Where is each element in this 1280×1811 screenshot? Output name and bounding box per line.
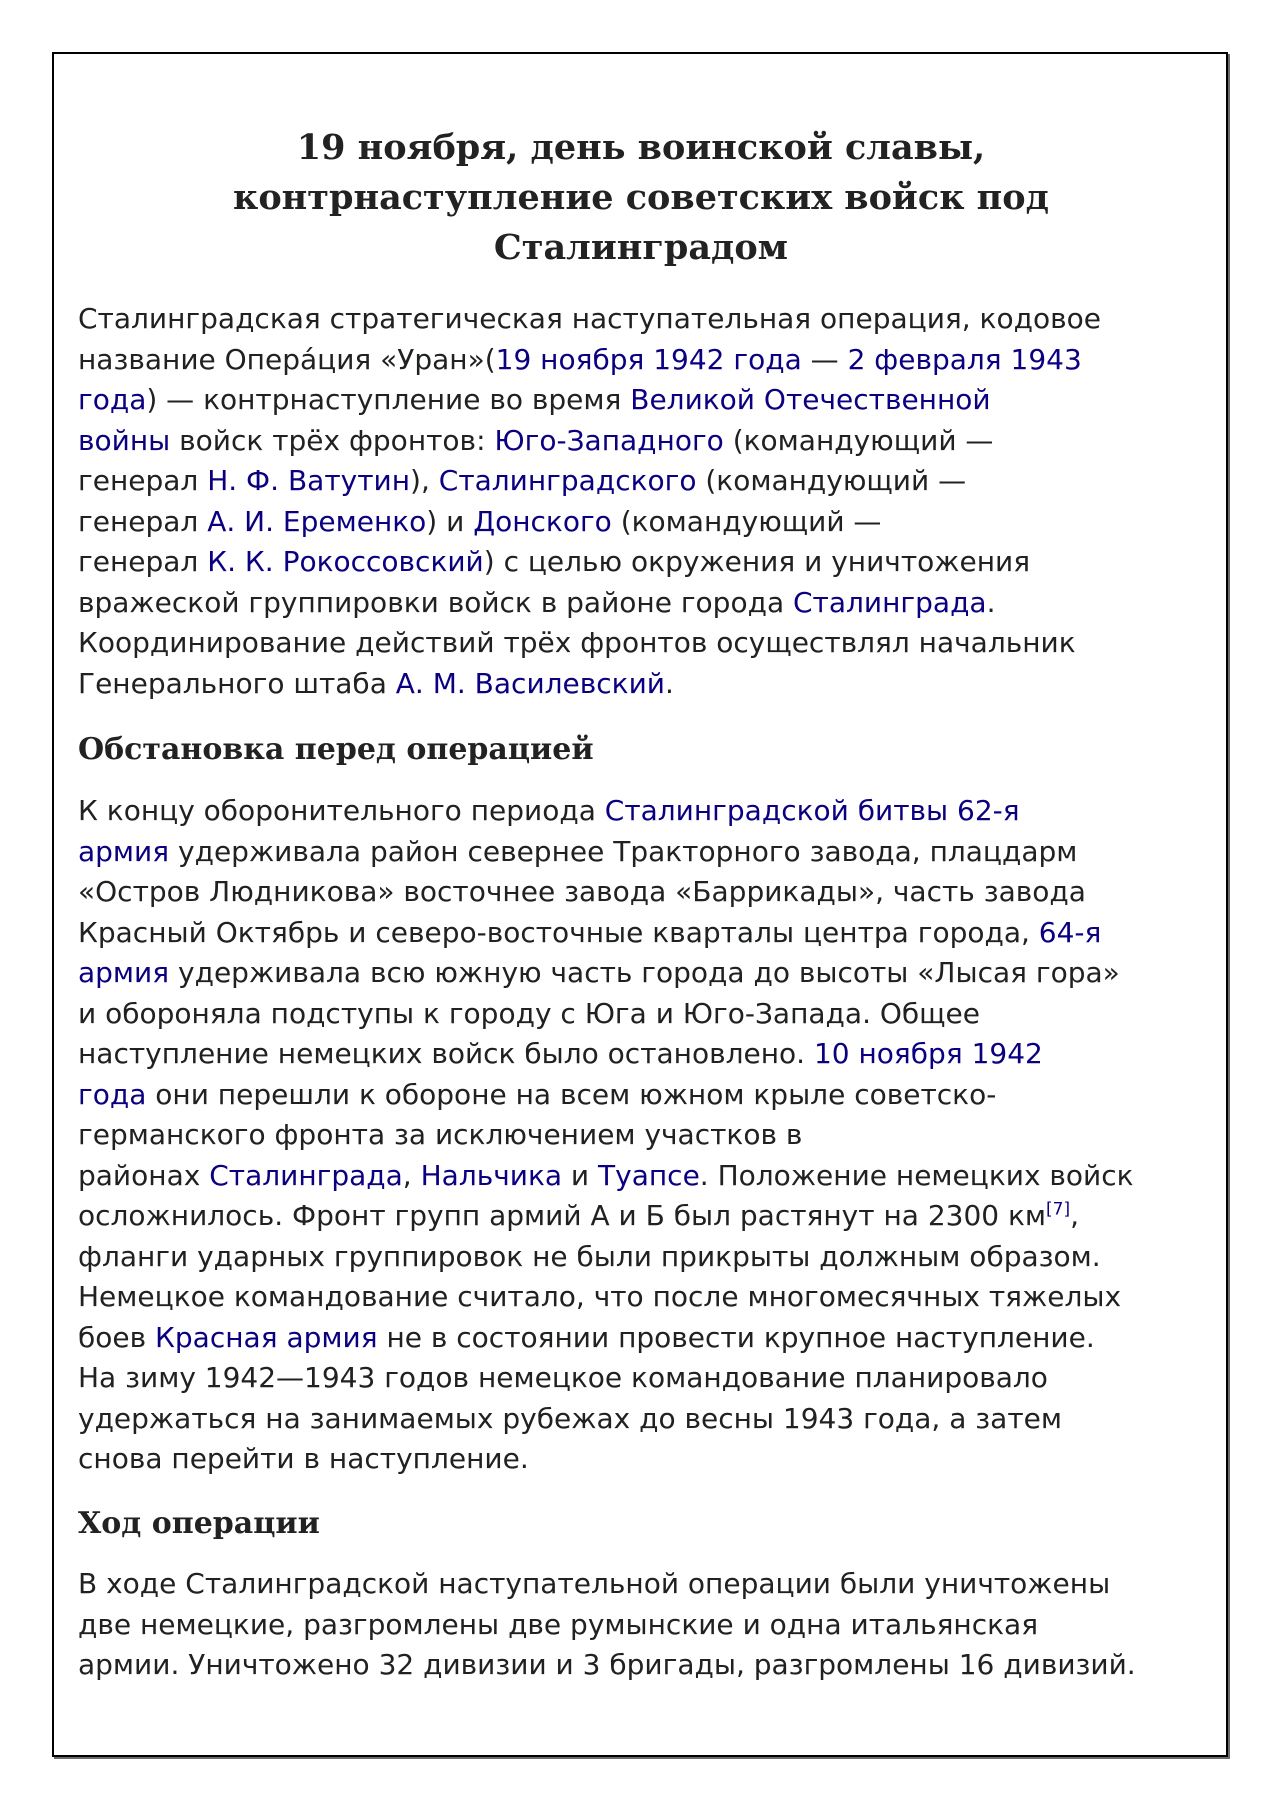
section-heading-course: Ход операции xyxy=(78,1506,320,1541)
intro-paragraph xyxy=(78,299,1228,704)
link-10-november-1942[interactable]: 10 ноября 1942 xyxy=(813,1037,1043,1070)
text: наступление немецких войск было остановлено. xyxy=(78,1037,814,1070)
link-10-november-1942-2[interactable]: года xyxy=(78,1077,147,1111)
text: и xyxy=(562,1158,599,1192)
text: и обороняла подступы к городу с Юга и Юго-Запада. Общее xyxy=(78,996,981,1030)
text: ), xyxy=(410,464,439,497)
link-great-patriotic-war[interactable]: Великой Отечественной xyxy=(630,383,991,416)
text: войск трёх фронтов: xyxy=(170,423,495,457)
link-vatutin[interactable]: Н. Ф. Ватутин xyxy=(207,464,411,497)
text: (командующий — xyxy=(611,504,882,538)
text: Немецкое командование считало, что после многомесячных тяжелых xyxy=(78,1280,1122,1313)
text: — xyxy=(801,342,848,376)
title-line-2: контрнаступление советских войск под xyxy=(233,177,1049,218)
text: (командующий — xyxy=(723,423,994,457)
link-red-army[interactable]: Красная армия xyxy=(155,1320,378,1354)
link-64-army[interactable]: 64-я xyxy=(1038,915,1102,949)
text: Координирование действий трёх фронтов осуществлял начальник xyxy=(78,626,1076,659)
course-paragraph xyxy=(78,1564,1228,1686)
link-vasilevsky[interactable]: А. М. Василевский xyxy=(395,666,665,700)
text: осложнилось. Фронт групп армий А и Б был растянут на 2300 км xyxy=(78,1199,1047,1232)
text: удерживала всю южную часть города до высоты «Лысая гора» xyxy=(169,956,1120,989)
link-tuapse[interactable]: Туапсе xyxy=(598,1158,700,1192)
link-date-start[interactable]: 19 ноября 1942 года xyxy=(495,342,802,376)
section-heading-situation: Обстановка перед операцией xyxy=(78,732,594,767)
link-62-army[interactable]: 62-я xyxy=(957,794,1020,827)
text: генерал xyxy=(78,545,208,578)
link-don-front[interactable]: Донского xyxy=(473,504,612,538)
text: районах xyxy=(78,1158,210,1192)
text: снова перейти в наступление. xyxy=(78,1442,529,1475)
text: (командующий — xyxy=(696,464,967,497)
text: армии. Уничтожено 32 дивизии и 3 бригады, разгромлены 16 дивизий. xyxy=(78,1648,1136,1681)
text: они перешли к обороне на всем южном крыле советско- xyxy=(146,1077,997,1111)
text: удерживала район севернее Тракторного завода, плацдарм xyxy=(169,834,1078,868)
link-great-patriotic-war-2[interactable]: войны xyxy=(78,423,171,457)
text: «Остров Людникова» восточнее завода «Баррикады», часть завода xyxy=(78,875,1086,908)
text: В ходе Сталинградской наступательной операции были уничтожены xyxy=(78,1567,1111,1600)
link-eremenko[interactable]: А. И. Еременко xyxy=(207,504,427,538)
text: ) — контрнаступление во время xyxy=(146,383,631,416)
situation-paragraph xyxy=(78,791,1228,1480)
text: . Положение немецких войск xyxy=(699,1158,1134,1192)
title-line-1: 19 ноября, день воинской славы, xyxy=(296,127,986,168)
text: германского фронта за исключением участков в xyxy=(78,1118,803,1151)
text: вражеской группировки войск в районе города xyxy=(78,585,793,619)
link-battle-of-stalingrad[interactable]: Сталинградской битвы xyxy=(604,794,949,827)
text: Генерального штаба xyxy=(78,666,396,700)
reference-7[interactable]: [7] xyxy=(1046,1199,1071,1220)
text: Красный Октябрь и северо-восточные кварталы центра города, xyxy=(78,915,1039,949)
link-nalchik[interactable]: Нальчика xyxy=(420,1158,563,1192)
text: , xyxy=(1070,1199,1080,1232)
text: На зиму 1942—1943 годов немецкое командование планировало xyxy=(78,1361,1048,1394)
text: боев xyxy=(78,1320,156,1354)
text: не в состоянии провести крупное наступление. xyxy=(377,1320,1095,1354)
text: . xyxy=(664,666,674,700)
title-line-3: Сталинградом xyxy=(493,227,789,268)
link-stalingrad-city[interactable]: Сталинграда xyxy=(209,1158,403,1192)
text: две немецкие, разгромлены две румынские и одна итальянская xyxy=(78,1607,1039,1641)
text: фланги ударных группировок не были прикрыты должным образом. xyxy=(78,1239,1101,1273)
link-date-end[interactable]: 2 февраля 1943 xyxy=(847,342,1082,376)
text: название Опера́ция «Уран»( xyxy=(78,342,496,376)
text: генерал xyxy=(78,464,208,497)
link-64-army-2[interactable]: армия xyxy=(78,956,170,989)
link-62-army-2[interactable]: армия xyxy=(78,834,170,868)
text xyxy=(948,794,957,827)
text: генерал xyxy=(78,504,208,538)
link-stalingrad-front[interactable]: Сталинградского xyxy=(438,464,697,497)
page-title xyxy=(80,123,1202,273)
link-rokossovsky[interactable]: К. К. Рокоссовский xyxy=(207,545,484,578)
text: ) с целью окружения и уничтожения xyxy=(483,545,1031,578)
text: ) и xyxy=(426,504,474,538)
text: К концу оборонительного периода xyxy=(78,794,605,827)
text: , xyxy=(402,1158,421,1192)
link-stalingrad[interactable]: Сталинграда xyxy=(793,585,987,619)
link-date-end-year[interactable]: года xyxy=(78,383,147,416)
text: Сталинградская стратегическая наступательная операция, кодовое xyxy=(78,302,1101,335)
text: . xyxy=(986,585,996,619)
link-southwestern-front[interactable]: Юго-Западного xyxy=(494,423,724,457)
text: удержаться на занимаемых рубежах до весны 1943 года, а затем xyxy=(78,1401,1062,1435)
